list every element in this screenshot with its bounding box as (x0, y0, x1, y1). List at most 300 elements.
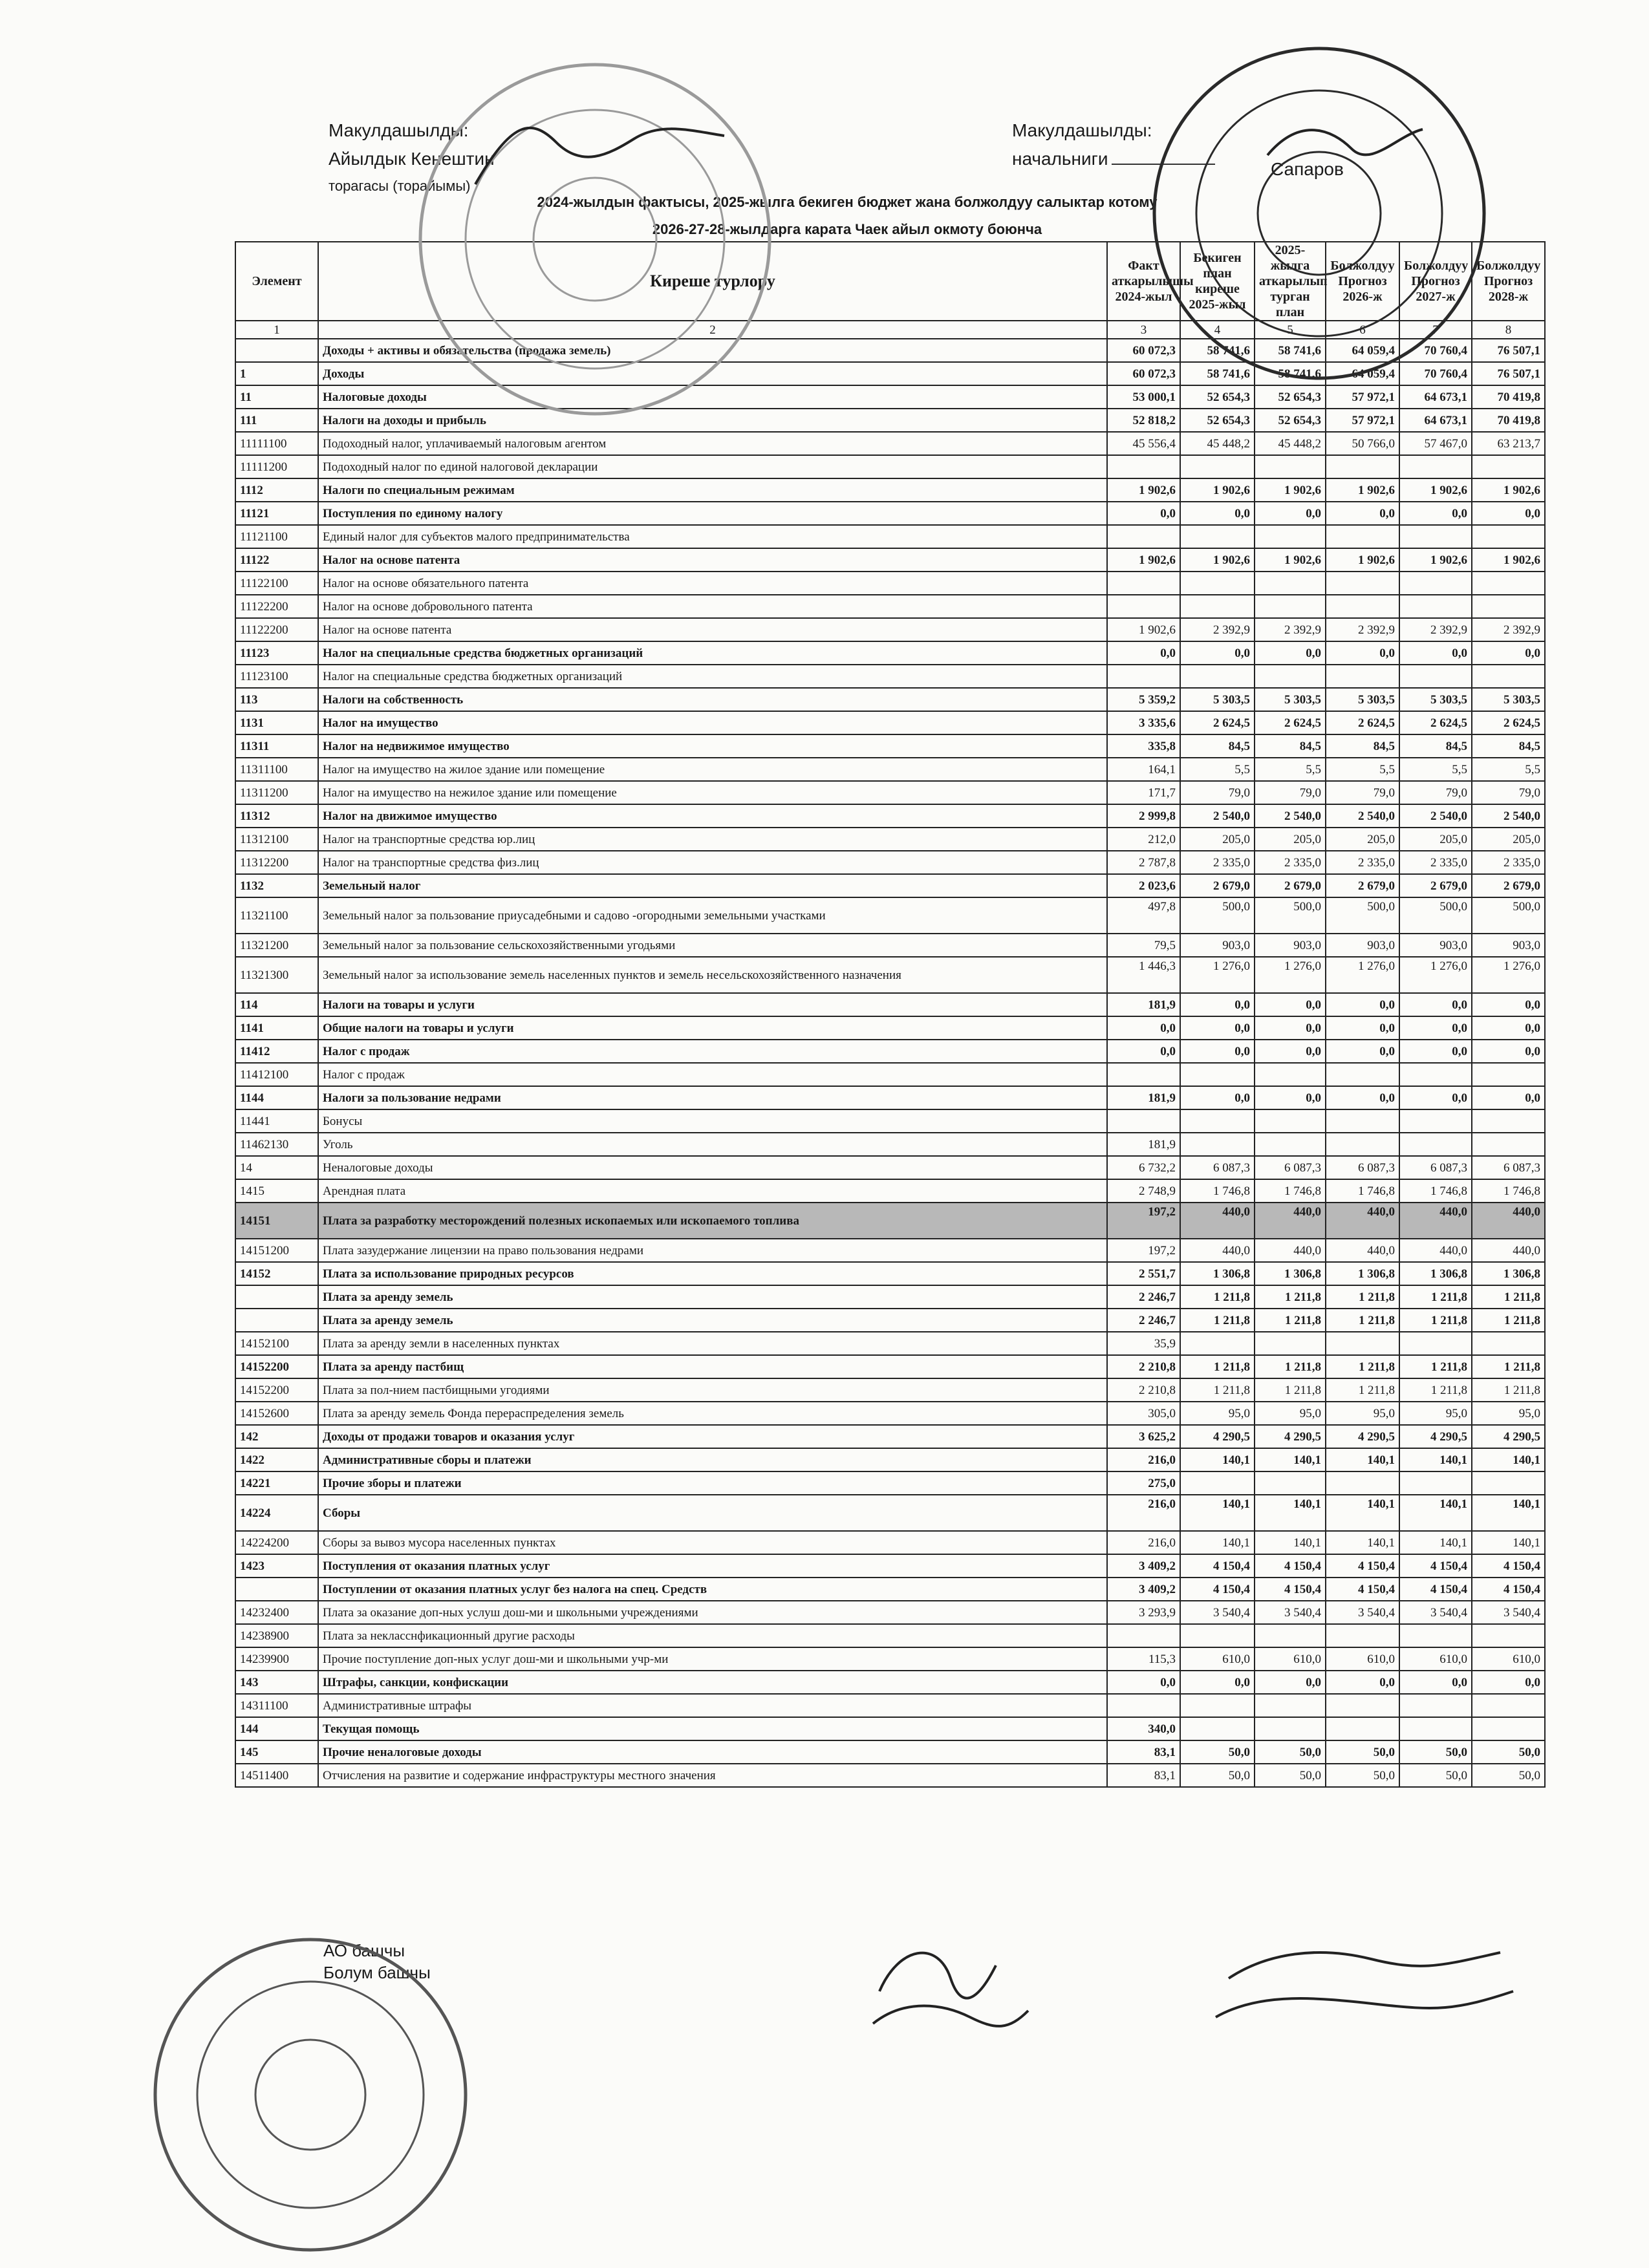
table-row (235, 572, 1545, 595)
row-value: 903,0 (1326, 934, 1399, 957)
row-name: Плата за аренду земли в населенных пунктах (318, 1332, 1107, 1355)
row-value: 5 303,5 (1472, 688, 1545, 711)
row-name: Поступления от оказания платных услуг (318, 1554, 1107, 1578)
table-row (235, 409, 1545, 432)
row-name: Административные сборы и платежи (318, 1448, 1107, 1471)
row-value (1107, 595, 1180, 618)
row-value (1180, 1133, 1255, 1156)
row-name: Бонусы (318, 1109, 1107, 1133)
row-value: 1 902,6 (1255, 548, 1326, 572)
column-number: 7 (1399, 321, 1472, 339)
row-code (235, 1578, 318, 1601)
row-value: 0,0 (1472, 641, 1545, 665)
row-value: 1 746,8 (1472, 1179, 1545, 1203)
row-name: Административные штрафы (318, 1694, 1107, 1717)
row-value: 79,5 (1107, 934, 1180, 957)
row-code: 1132 (235, 874, 318, 897)
row-value: 5 303,5 (1180, 688, 1255, 711)
table-row (235, 1554, 1545, 1578)
row-value (1326, 1717, 1399, 1740)
row-value: 6 087,3 (1472, 1156, 1545, 1179)
row-value (1107, 455, 1180, 478)
row-value: 3 409,2 (1107, 1578, 1180, 1601)
table-row (235, 1764, 1545, 1787)
table-row (235, 1063, 1545, 1086)
row-name: Доходы от продажи товаров и оказания услуг (318, 1425, 1107, 1448)
row-value: 440,0 (1472, 1239, 1545, 1262)
table-row (235, 734, 1545, 758)
row-value (1180, 525, 1255, 548)
table-row (235, 993, 1545, 1016)
row-value: 0,0 (1255, 502, 1326, 525)
row-value: 3 293,9 (1107, 1601, 1180, 1624)
row-value: 171,7 (1107, 781, 1180, 804)
row-value (1255, 1133, 1326, 1156)
row-value: 79,0 (1255, 781, 1326, 804)
row-value (1255, 595, 1326, 618)
row-value: 0,0 (1326, 641, 1399, 665)
table-row (235, 548, 1545, 572)
row-value (1255, 572, 1326, 595)
row-value: 140,1 (1180, 1448, 1255, 1471)
approval-right-line2: начальниги (1012, 149, 1108, 169)
row-value (1399, 1624, 1472, 1647)
budget-table (235, 241, 1546, 1788)
row-value: 140,1 (1399, 1495, 1472, 1531)
row-value: 0,0 (1107, 1671, 1180, 1694)
row-value: 64 059,4 (1326, 362, 1399, 385)
row-name: Единый налог для субъектов малого предпринимательства (318, 525, 1107, 548)
row-value: 52 654,3 (1180, 409, 1255, 432)
row-value: 45 556,4 (1107, 432, 1180, 455)
row-value: 140,1 (1472, 1448, 1545, 1471)
row-value: 2 392,9 (1180, 618, 1255, 641)
row-code: 145 (235, 1740, 318, 1764)
row-value: 1 211,8 (1399, 1378, 1472, 1402)
row-value (1472, 1063, 1545, 1086)
row-code: 142 (235, 1425, 318, 1448)
row-value: 0,0 (1180, 1671, 1255, 1694)
table-row (235, 1531, 1545, 1554)
column-number: 1 (235, 321, 318, 339)
row-value: 4 150,4 (1399, 1578, 1472, 1601)
row-value: 4 290,5 (1180, 1425, 1255, 1448)
row-value (1326, 525, 1399, 548)
row-value: 197,2 (1107, 1203, 1180, 1239)
row-value: 1 211,8 (1326, 1285, 1399, 1309)
table-row (235, 1332, 1545, 1355)
row-value (1180, 1109, 1255, 1133)
approval-right-surname: Сапаров (1271, 159, 1344, 179)
column-number: 8 (1472, 321, 1545, 339)
row-value: 1 902,6 (1107, 618, 1180, 641)
row-value (1180, 1332, 1255, 1355)
row-value (1107, 1109, 1180, 1133)
row-value: 70 419,8 (1472, 385, 1545, 409)
approval-left-line3: торагасы (торайымы) (329, 178, 471, 194)
row-value: 1 746,8 (1326, 1179, 1399, 1203)
row-value: 0,0 (1326, 1671, 1399, 1694)
row-value (1255, 525, 1326, 548)
table-row (235, 1262, 1545, 1285)
row-value: 2 023,6 (1107, 874, 1180, 897)
row-value: 5,5 (1180, 758, 1255, 781)
row-value: 500,0 (1472, 897, 1545, 934)
row-value: 197,2 (1107, 1239, 1180, 1262)
row-code: 1 (235, 362, 318, 385)
row-value: 0,0 (1180, 1086, 1255, 1109)
table-row (235, 385, 1545, 409)
row-value: 2 335,0 (1326, 851, 1399, 874)
row-value: 52 654,3 (1180, 385, 1255, 409)
row-value (1180, 1063, 1255, 1086)
table-row (235, 641, 1545, 665)
row-value: 0,0 (1399, 1016, 1472, 1040)
row-value: 2 748,9 (1107, 1179, 1180, 1203)
table-row (235, 1578, 1545, 1601)
row-code: 14239900 (235, 1647, 318, 1671)
row-name: Земельный налог за пользование приусадебными и садово -огородными земельными участками (318, 897, 1107, 934)
row-value: 3 540,4 (1472, 1601, 1545, 1624)
row-value: 50,0 (1399, 1740, 1472, 1764)
table-row (235, 455, 1545, 478)
row-name: Текущая помощь (318, 1717, 1107, 1740)
row-value: 1 211,8 (1326, 1378, 1399, 1402)
signature-bottom-left-2 (873, 2006, 1028, 2026)
row-code (235, 339, 318, 362)
row-value: 0,0 (1326, 1040, 1399, 1063)
row-value (1472, 1133, 1545, 1156)
row-value: 4 150,4 (1326, 1554, 1399, 1578)
row-value: 0,0 (1399, 1671, 1472, 1694)
row-value (1399, 1063, 1472, 1086)
row-value: 140,1 (1255, 1448, 1326, 1471)
row-value: 0,0 (1180, 1016, 1255, 1040)
row-value: 1 211,8 (1472, 1355, 1545, 1378)
row-value: 610,0 (1180, 1647, 1255, 1671)
table-row (235, 1601, 1545, 1624)
row-code: 14 (235, 1156, 318, 1179)
row-name: Земельный налог за использование земель населенных пунктов и земель несельскохозяйственного назначения (318, 957, 1107, 993)
row-value: 1 306,8 (1255, 1262, 1326, 1285)
row-value: 181,9 (1107, 1133, 1180, 1156)
row-value: 2 679,0 (1472, 874, 1545, 897)
row-value: 6 087,3 (1326, 1156, 1399, 1179)
row-value: 1 211,8 (1399, 1355, 1472, 1378)
row-code: 11312100 (235, 828, 318, 851)
row-name: Отчисления на развитие и содержание инфраструктуры местного значения (318, 1764, 1107, 1787)
row-value: 1 276,0 (1326, 957, 1399, 993)
row-value: 2 679,0 (1326, 874, 1399, 897)
row-value (1326, 1133, 1399, 1156)
table-row (235, 1179, 1545, 1203)
row-code: 11122200 (235, 595, 318, 618)
row-value: 1 211,8 (1399, 1285, 1472, 1309)
row-value: 216,0 (1107, 1448, 1180, 1471)
row-value (1399, 1133, 1472, 1156)
row-value: 1 306,8 (1180, 1262, 1255, 1285)
row-value: 1 211,8 (1180, 1378, 1255, 1402)
row-value: 79,0 (1180, 781, 1255, 804)
row-name: Налоги на доходы и прибыль (318, 409, 1107, 432)
approval-left-line2: Айылдык Кенештин (329, 149, 495, 169)
row-value: 0,0 (1107, 502, 1180, 525)
row-value (1399, 1332, 1472, 1355)
row-value: 2 540,0 (1326, 804, 1399, 828)
row-value: 440,0 (1326, 1239, 1399, 1262)
row-code: 11122 (235, 548, 318, 572)
row-value (1107, 1063, 1180, 1086)
row-name: Сборы за вывоз мусора населенных пунктах (318, 1531, 1107, 1554)
row-value: 5 303,5 (1326, 688, 1399, 711)
row-value (1399, 665, 1472, 688)
row-name: Налог на транспортные средства физ.лиц (318, 851, 1107, 874)
row-code: 11321300 (235, 957, 318, 993)
table-row (235, 502, 1545, 525)
row-value: 63 213,7 (1472, 432, 1545, 455)
row-name: Плата за аренду земель (318, 1285, 1107, 1309)
row-value: 60 072,3 (1107, 339, 1180, 362)
row-code: 14152600 (235, 1402, 318, 1425)
column-header: Болжолдуу Прогноз 2028-ж (1472, 242, 1545, 321)
row-name: Земельный налог за пользование сельскохозяйственными угодьями (318, 934, 1107, 957)
row-value: 84,5 (1399, 734, 1472, 758)
row-value: 1 902,6 (1255, 478, 1326, 502)
row-value: 4 150,4 (1255, 1554, 1326, 1578)
row-value: 205,0 (1255, 828, 1326, 851)
row-value: 2 210,8 (1107, 1355, 1180, 1378)
table-row (235, 1309, 1545, 1332)
row-code: 11311 (235, 734, 318, 758)
row-name: Поступлении от оказания платных услуг без налога на спец. Средств (318, 1578, 1107, 1601)
row-code: 14151200 (235, 1239, 318, 1262)
row-value: 1 211,8 (1326, 1309, 1399, 1332)
table-row (235, 1156, 1545, 1179)
row-value: 5,5 (1255, 758, 1326, 781)
row-value: 35,9 (1107, 1332, 1180, 1355)
table-row (235, 1471, 1545, 1495)
row-name: Штрафы, санкции, конфискации (318, 1671, 1107, 1694)
row-code: 14511400 (235, 1764, 318, 1787)
row-value: 903,0 (1255, 934, 1326, 957)
row-value: 1 902,6 (1180, 478, 1255, 502)
row-name: Налог на основе обязательного патента (318, 572, 1107, 595)
table-row (235, 595, 1545, 618)
row-value: 83,1 (1107, 1764, 1180, 1787)
column-header: Элемент (235, 242, 318, 321)
row-value: 140,1 (1399, 1448, 1472, 1471)
row-value: 0,0 (1399, 1040, 1472, 1063)
row-value: 1 446,3 (1107, 957, 1180, 993)
row-value: 84,5 (1472, 734, 1545, 758)
row-code: 1112 (235, 478, 318, 502)
row-value: 50,0 (1255, 1740, 1326, 1764)
row-value: 1 211,8 (1326, 1355, 1399, 1378)
row-value: 6 087,3 (1180, 1156, 1255, 1179)
row-name: Налоговые доходы (318, 385, 1107, 409)
row-value: 3 409,2 (1107, 1554, 1180, 1578)
row-code: 11122100 (235, 572, 318, 595)
row-value: 57 467,0 (1399, 432, 1472, 455)
row-value (1472, 1717, 1545, 1740)
row-value: 0,0 (1472, 1016, 1545, 1040)
row-name: Плата за аренду земель Фонда перераспределения земель (318, 1402, 1107, 1425)
row-value: 2 335,0 (1180, 851, 1255, 874)
table-row (235, 758, 1545, 781)
row-code (235, 1285, 318, 1309)
footer-line1: АО башчы (323, 1941, 405, 1960)
row-value (1180, 595, 1255, 618)
row-value (1326, 1471, 1399, 1495)
row-name: Плата за аренду пастбищ (318, 1355, 1107, 1378)
row-value: 95,0 (1255, 1402, 1326, 1425)
row-value: 2 210,8 (1107, 1378, 1180, 1402)
row-code: 1423 (235, 1554, 318, 1578)
row-value: 2 679,0 (1180, 874, 1255, 897)
document-subtitle: 2026-27-28-жылдарга карата Чаек айыл окмоту боюнча (652, 221, 1042, 237)
row-code: 14221 (235, 1471, 318, 1495)
row-value: 140,1 (1472, 1495, 1545, 1531)
table-row (235, 688, 1545, 711)
column-number: 5 (1255, 321, 1326, 339)
row-name: Налог на недвижимое имущество (318, 734, 1107, 758)
row-code: 1422 (235, 1448, 318, 1471)
column-header: Бекиген план киреше 2025-жыл (1180, 242, 1255, 321)
row-value: 1 211,8 (1472, 1309, 1545, 1332)
row-value: 2 551,7 (1107, 1262, 1180, 1285)
row-value (1326, 595, 1399, 618)
row-name: Арендная плата (318, 1179, 1107, 1203)
row-value: 6 732,2 (1107, 1156, 1180, 1179)
row-value: 2 392,9 (1399, 618, 1472, 641)
row-code: 11312200 (235, 851, 318, 874)
table-row (235, 478, 1545, 502)
row-value: 610,0 (1326, 1647, 1399, 1671)
row-value: 1 211,8 (1255, 1309, 1326, 1332)
row-code: 14152200 (235, 1355, 318, 1378)
row-value: 440,0 (1326, 1203, 1399, 1239)
row-value: 2 624,5 (1180, 711, 1255, 734)
row-value (1399, 455, 1472, 478)
row-name: Плата за некласснфикационный другие расходы (318, 1624, 1107, 1647)
row-value: 140,1 (1326, 1495, 1399, 1531)
row-code: 11121100 (235, 525, 318, 548)
table-row (235, 1402, 1545, 1425)
row-value (1326, 1694, 1399, 1717)
table-row (235, 711, 1545, 734)
row-code: 14232400 (235, 1601, 318, 1624)
column-number: 6 (1326, 321, 1399, 339)
table-row (235, 1040, 1545, 1063)
table-row (235, 1425, 1545, 1448)
row-value: 610,0 (1472, 1647, 1545, 1671)
row-value: 212,0 (1107, 828, 1180, 851)
row-value: 95,0 (1326, 1402, 1399, 1425)
row-value: 0,0 (1180, 1040, 1255, 1063)
row-value: 6 087,3 (1399, 1156, 1472, 1179)
row-name: Общие налоги на товары и услуги (318, 1016, 1107, 1040)
row-value: 50 766,0 (1326, 432, 1399, 455)
row-value: 1 902,6 (1399, 548, 1472, 572)
row-value: 205,0 (1180, 828, 1255, 851)
row-value: 2 679,0 (1255, 874, 1326, 897)
table-row (235, 1495, 1545, 1531)
row-name: Подоходный налог по единой налоговой декларации (318, 455, 1107, 478)
row-value: 500,0 (1326, 897, 1399, 934)
table-row (235, 1624, 1545, 1647)
row-value (1255, 1109, 1326, 1133)
row-value (1399, 1471, 1472, 1495)
row-value: 305,0 (1107, 1402, 1180, 1425)
row-value: 3 335,6 (1107, 711, 1180, 734)
table-row (235, 1239, 1545, 1262)
row-value (1107, 1694, 1180, 1717)
row-value: 64 059,4 (1326, 339, 1399, 362)
row-value: 79,0 (1399, 781, 1472, 804)
row-name: Плата за аренду земель (318, 1309, 1107, 1332)
row-value: 1 211,8 (1255, 1378, 1326, 1402)
row-name: Налог на основе добровольного патента (318, 595, 1107, 618)
table-row (235, 934, 1545, 957)
row-value: 440,0 (1399, 1239, 1472, 1262)
table-body (235, 321, 1545, 1787)
row-value (1472, 665, 1545, 688)
row-value: 0,0 (1107, 1040, 1180, 1063)
row-code: 11412 (235, 1040, 318, 1063)
row-value (1472, 1624, 1545, 1647)
column-header: Болжолдуу Прогноз 2026-ж (1326, 242, 1399, 321)
table-row (235, 957, 1545, 993)
row-value (1180, 1694, 1255, 1717)
row-value: 216,0 (1107, 1495, 1180, 1531)
row-value: 2 540,0 (1399, 804, 1472, 828)
row-value (1472, 595, 1545, 618)
row-value: 64 673,1 (1399, 385, 1472, 409)
row-value: 57 972,1 (1326, 409, 1399, 432)
signature-bottom-left (879, 1953, 996, 1998)
table-row (235, 1740, 1545, 1764)
row-value (1255, 1471, 1326, 1495)
row-name: Налоги на собственность (318, 688, 1107, 711)
row-name: Прочие поступление доп-ных услуг дош-ми и школьными учр-ми (318, 1647, 1107, 1671)
table-row (235, 525, 1545, 548)
row-value: 2 540,0 (1255, 804, 1326, 828)
table-row (235, 1355, 1545, 1378)
row-value (1180, 665, 1255, 688)
footer-line2: Болум башчы (323, 1963, 431, 1982)
row-value: 500,0 (1399, 897, 1472, 934)
row-value (1255, 1717, 1326, 1740)
row-name: Доходы + активы и обязательства (продажа земель) (318, 339, 1107, 362)
table-row (235, 851, 1545, 874)
row-value (1180, 1717, 1255, 1740)
row-value (1255, 1624, 1326, 1647)
row-value: 0,0 (1399, 502, 1472, 525)
row-value: 1 746,8 (1399, 1179, 1472, 1203)
row-code: 143 (235, 1671, 318, 1694)
row-value: 95,0 (1472, 1402, 1545, 1425)
row-name: Налог на имущество на нежилое здание или помещение (318, 781, 1107, 804)
row-value: 140,1 (1326, 1448, 1399, 1471)
row-value: 440,0 (1255, 1203, 1326, 1239)
row-code: 14152100 (235, 1332, 318, 1355)
row-value: 79,0 (1472, 781, 1545, 804)
row-name: Налоги на товары и услуги (318, 993, 1107, 1016)
table-row (235, 1647, 1545, 1671)
row-name: Налог на имущество (318, 711, 1107, 734)
row-value: 1 902,6 (1180, 548, 1255, 572)
row-value: 140,1 (1472, 1531, 1545, 1554)
